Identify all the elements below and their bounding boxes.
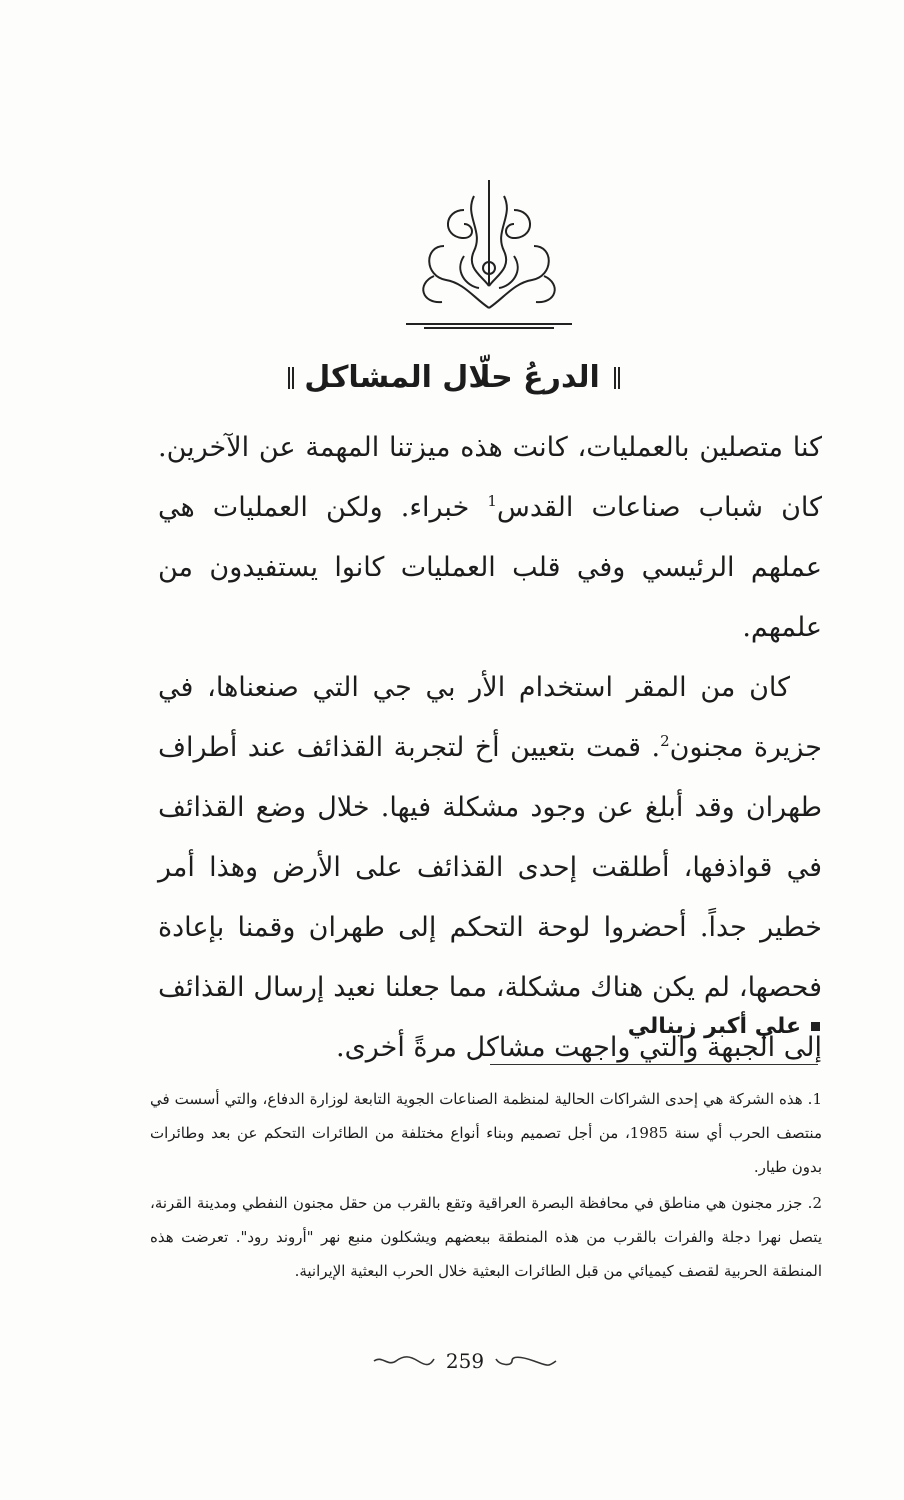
footnote-1: 1. هذه الشركة هي إحدى الشراكات الحالية لمنظمة الصناعات الجوية التابعة لوزارة الدفاع، والتي أسست في منتصف الحرب أي سنة 1985، من أجل تصميم وبناء أنواع مختلفة من الطائرات التحكم عن بعد وطائرات بدون طيار. xyxy=(150,1090,822,1176)
footnote-2: 2. جزر مجنون هي مناطق في محافظة البصرة العراقية وتقع بالقرب من حقل مجنون النفطي ومدينة القرنة، يتصل نهرا دجلة والفرات بالقرب من هذه المنطقة ببعضهم ويشكلون منبع نهر "أروند رود". تعرضت هذه المنطقة الحربية لقصف كيميائي من قبل الطائرات البعثية خلال الحرب البعثية الإيرانية. xyxy=(150,1194,822,1280)
ornament-icon xyxy=(404,176,574,332)
chapter-title-row xyxy=(160,358,744,398)
title-ornament-bar-right xyxy=(614,367,616,389)
title-ornament-bar-left xyxy=(288,367,290,389)
left-flourish-icon xyxy=(372,1354,436,1368)
paragraph-2-part-b: . قمت بتعيين أخ لتجربة القذائف عند أطراف طهران وقد أبلغ عن وجود مشكلة فيها. خلال وضع القذائف في قواذفها، أطلقت إحدى القذائف على الأرض وهذا أمر خطير جداً. أحضروا لوحة التحكم إلى طهران وقمنا بإعادة فحصها، لم يكن هناك مشكلة، مما جعلنا نعيد إرسال القذائف إلى الجبهة والتي واجهت مشاكل مرةً أخرى. xyxy=(158,732,822,1063)
footnote-divider xyxy=(490,1064,818,1065)
paragraph-1-part-a: كنا متصلين بالعمليات، كانت هذه ميزتنا المهمة عن الآخرين. كان شباب صناعات القدس xyxy=(158,432,822,523)
right-flourish-icon xyxy=(494,1354,558,1368)
footnotes xyxy=(150,1082,822,1290)
chapter-title: الدرعُ حلّال المشاكل xyxy=(304,360,600,395)
bullet-square-icon xyxy=(811,1022,820,1031)
author-name: علي أكبر زينالي xyxy=(627,1014,801,1039)
body-text xyxy=(158,418,822,1078)
page-number: 259 xyxy=(445,1349,485,1373)
paragraph-1 xyxy=(158,418,822,658)
paragraph-2-part-a: كان من المقر استخدام الأر بي جي التي صنعناها، في جزيرة مجنون xyxy=(158,672,822,763)
page-number-row xyxy=(360,1346,570,1376)
footnote-ref-2[interactable]: 2 xyxy=(660,732,670,750)
author-line xyxy=(160,1014,820,1039)
paragraph-1-part-b: خبراء. ولكن العمليات هي عملهم الرئيسي وفي قلب العمليات كانوا يستفيدون من علمهم. xyxy=(158,492,822,643)
footnote-ref-1[interactable]: 1 xyxy=(487,492,497,510)
